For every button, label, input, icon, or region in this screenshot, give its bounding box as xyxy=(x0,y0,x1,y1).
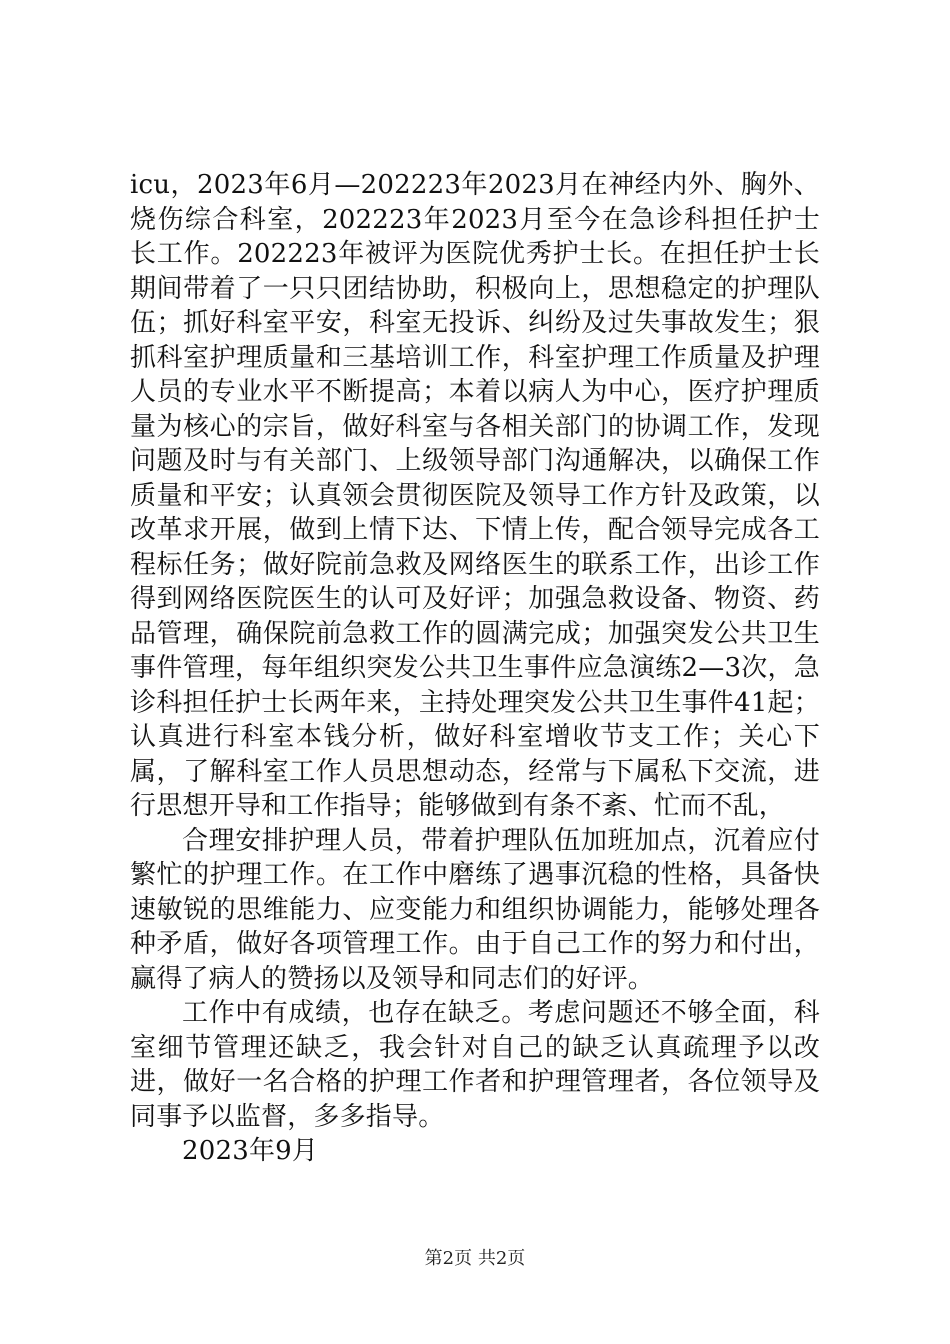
paragraph-1: icu，2023年6月—202223年2023月在神经内外、胸外、烧伤综合科室，202223年2023月至今在急诊科担任护士长工作。202223年被评为医院优秀护士长。在担任护士长期间带着了一只只团结协助，积极向上，思想稳定的护理队伍；抓好科室平安，科室无投诉、纠纷及过失事故发生；狠抓科室护理质量和三基培训工作，科室护理工作质量及护理人员的专业水平不断提高；本着以病人为中心，医疗护理质量为核心的宗旨，做好科室与各相关部门的协调工作，发现问题及时与有关部门、上级领导部门沟通解决，以确保工作质量和平安；认真领会贯彻医院及领导工作方针及政策，以改革求开展，做到上情下达、下情上传，配合领导完成各工程标任务；做好院前急救及网络医生的联系工作，出诊工作得到网络医院医生的认可及好评；加强急救设备、物资、药品管理，确保院前急救工作的圆满完成；加强突发公共卫生事件管理，每年组织突发公共卫生事件应急演练2—3次，急诊科担任护士长两年来，主持处理突发公共卫生事件41起；认真进行科室本钱分析，做好科室增收节支工作；关心下属，了解科室工作人员思想动态，经常与下属私下交流，进行思想开导和工作指导；能够做到有条不紊、忙而不乱， xyxy=(130,170,820,821)
paragraph-3: 工作中有成绩，也存在缺乏。考虑问题还不够全面，科室细节管理还缺乏，我会针对自己的缺乏认真疏理予以改进，做好一名合格的护理工作者和护理管理者，各位领导及同事予以监督，多多指导。 xyxy=(130,998,820,1132)
paragraph-2: 合理安排护理人员，带着护理队伍加班加点，沉着应付繁忙的护理工作。在工作中磨练了遇事沉稳的性格，具备快速敏锐的思维能力、应变能力和组织协调能力，能够处理各种矛盾，做好各项管理工作。由于自己工作的努力和付出，赢得了病人的赞扬以及领导和同志们的好评。 xyxy=(130,825,820,994)
date-line: 2023年9月 xyxy=(182,1136,319,1166)
document-body xyxy=(130,168,820,1169)
page-number-footer: 第2页 共2页 xyxy=(424,1248,526,1269)
